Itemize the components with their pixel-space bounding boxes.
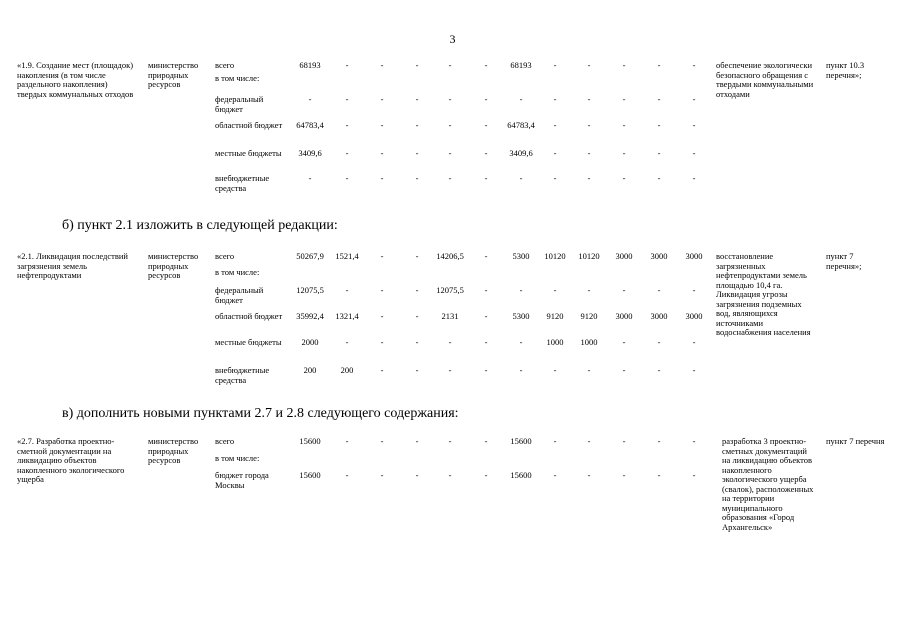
- row-label: в том числе:: [215, 267, 260, 277]
- funding-value: -: [345, 470, 349, 480]
- funding-value: 1321,4: [335, 311, 359, 321]
- funding-value: 3409,6: [298, 148, 322, 158]
- row-label: в том числе:: [215, 73, 260, 83]
- funding-value: -: [519, 285, 523, 295]
- funding-value: -: [484, 173, 488, 183]
- funding-value: 1000: [546, 337, 564, 347]
- funding-value: -: [345, 337, 349, 347]
- row-label: всего: [215, 251, 235, 261]
- funding-value: 9120: [546, 311, 564, 321]
- funding-value: -: [622, 148, 626, 158]
- funding-value: -: [415, 251, 419, 261]
- funding-value: -: [587, 148, 591, 158]
- funding-value: -: [448, 60, 452, 70]
- funding-value: -: [345, 285, 349, 295]
- funding-value: -: [692, 470, 696, 480]
- row-label: федеральный бюджет: [215, 94, 264, 114]
- funding-value: -: [553, 60, 557, 70]
- section-heading-b: б) пункт 2.1 изложить в следующей редакции:: [62, 218, 338, 233]
- funding-value: -: [587, 365, 591, 375]
- funding-value: -: [448, 173, 452, 183]
- funding-value: 3000: [615, 311, 633, 321]
- funding-value: -: [657, 365, 661, 375]
- funding-value: -: [692, 436, 696, 446]
- funding-value: -: [553, 436, 557, 446]
- funding-value: -: [587, 120, 591, 130]
- row-label: местные бюджеты: [215, 148, 282, 158]
- funding-value: -: [519, 173, 523, 183]
- funding-value: -: [345, 120, 349, 130]
- funding-value: 1521,4: [335, 251, 359, 261]
- funding-value: -: [448, 337, 452, 347]
- funding-value: -: [657, 285, 661, 295]
- funding-value: 1000: [580, 337, 598, 347]
- funding-value: 3000: [685, 311, 703, 321]
- funding-value: 5300: [512, 311, 530, 321]
- funding-value: -: [587, 285, 591, 295]
- funding-value: -: [415, 173, 419, 183]
- funding-value: -: [692, 94, 696, 104]
- task-description: «2.1. Ликвидация последствий загрязнения земель нефтепродуктами: [17, 251, 128, 280]
- funding-value: -: [448, 148, 452, 158]
- funding-value: -: [448, 470, 452, 480]
- funding-value: 200: [340, 365, 354, 375]
- funding-value: -: [380, 173, 384, 183]
- funding-value: -: [380, 285, 384, 295]
- funding-value: -: [587, 436, 591, 446]
- funding-value: -: [448, 94, 452, 104]
- row-label: внебюджетные средства: [215, 173, 270, 193]
- funding-value: -: [657, 436, 661, 446]
- funding-value: 2000: [301, 337, 319, 347]
- row-label: областной бюджет: [215, 311, 283, 321]
- funding-value: -: [692, 120, 696, 130]
- funding-value: 2131: [441, 311, 459, 321]
- funding-value: -: [415, 365, 419, 375]
- funding-value: 15600: [299, 470, 321, 480]
- funding-value: -: [484, 148, 488, 158]
- funding-value: -: [622, 94, 626, 104]
- funding-value: -: [519, 365, 523, 375]
- funding-value: 14206,5: [436, 251, 464, 261]
- funding-value: -: [622, 436, 626, 446]
- funding-value: -: [657, 470, 661, 480]
- funding-value: -: [415, 148, 419, 158]
- funding-value: -: [415, 94, 419, 104]
- funding-value: -: [380, 60, 384, 70]
- funding-value: -: [380, 470, 384, 480]
- funding-value: -: [484, 365, 488, 375]
- funding-value: -: [380, 337, 384, 347]
- row-label: федеральный бюджет: [215, 285, 264, 305]
- page-number: 3: [449, 32, 456, 46]
- funding-value: -: [345, 173, 349, 183]
- funding-value: -: [380, 311, 384, 321]
- executor: министерство природных ресурсов: [148, 60, 199, 89]
- funding-value: 15600: [299, 436, 321, 446]
- funding-value: -: [415, 60, 419, 70]
- funding-value: -: [519, 337, 523, 347]
- funding-value: -: [657, 337, 661, 347]
- funding-value: -: [622, 285, 626, 295]
- funding-value: -: [519, 94, 523, 104]
- funding-value: -: [345, 94, 349, 104]
- funding-value: -: [484, 120, 488, 130]
- funding-value: -: [380, 94, 384, 104]
- funding-value: -: [415, 436, 419, 446]
- funding-value: -: [484, 436, 488, 446]
- funding-value: -: [657, 60, 661, 70]
- funding-value: -: [415, 337, 419, 347]
- funding-value: 15600: [510, 436, 532, 446]
- funding-value: -: [692, 285, 696, 295]
- row-label: областной бюджет: [215, 120, 283, 130]
- funding-value: 3000: [650, 251, 668, 261]
- reference: пункт 7 перечня: [826, 436, 885, 446]
- reference: пункт 7 перечня»;: [826, 251, 862, 271]
- row-label: в том числе:: [215, 453, 260, 463]
- funding-value: -: [692, 173, 696, 183]
- funding-value: 64783,4: [296, 120, 324, 130]
- funding-value: -: [345, 60, 349, 70]
- funding-value: 3000: [685, 251, 703, 261]
- funding-value: -: [553, 365, 557, 375]
- funding-value: -: [553, 470, 557, 480]
- expected-result: обеспечение экологически безопасного обращения с твердыми коммунальными отходами: [716, 60, 814, 99]
- funding-value: -: [657, 173, 661, 183]
- funding-value: -: [345, 436, 349, 446]
- funding-value: -: [657, 94, 661, 104]
- funding-value: -: [622, 365, 626, 375]
- funding-value: 12075,5: [296, 285, 324, 295]
- funding-value: -: [448, 365, 452, 375]
- funding-value: -: [553, 148, 557, 158]
- funding-value: -: [622, 470, 626, 480]
- funding-value: -: [622, 337, 626, 347]
- funding-value: -: [380, 251, 384, 261]
- funding-value: -: [380, 120, 384, 130]
- funding-value: 50267,9: [296, 251, 324, 261]
- funding-value: 10120: [544, 251, 566, 261]
- funding-value: -: [308, 173, 312, 183]
- funding-value: 12075,5: [436, 285, 464, 295]
- funding-value: -: [553, 173, 557, 183]
- expected-result: восстановление загрязненных нефтепродуктами земель площадью 10,4 га. Ликвидация угрозы загрязнения подземных вод, являющихся источниками водоснабжения населения: [716, 251, 811, 337]
- funding-value: 3409,6: [509, 148, 533, 158]
- funding-value: 9120: [580, 311, 598, 321]
- funding-value: -: [415, 311, 419, 321]
- task-description: «2.7. Разработка проектно-сметной документации на ликвидацию объектов накопленного экологического ущерба: [17, 436, 125, 484]
- funding-value: 3000: [615, 251, 633, 261]
- funding-value: 200: [303, 365, 317, 375]
- funding-value: -: [657, 148, 661, 158]
- funding-value: -: [622, 120, 626, 130]
- funding-value: -: [415, 120, 419, 130]
- funding-value: -: [484, 60, 488, 70]
- funding-value: -: [415, 285, 419, 295]
- funding-value: 5300: [512, 251, 530, 261]
- funding-value: -: [484, 337, 488, 347]
- row-label: бюджет города Москвы: [215, 470, 269, 490]
- funding-value: -: [692, 365, 696, 375]
- funding-value: -: [622, 60, 626, 70]
- funding-value: -: [484, 311, 488, 321]
- section-heading-v: в) дополнить новыми пунктами 2.7 и 2.8 следующего содержания:: [62, 406, 459, 421]
- funding-value: -: [622, 173, 626, 183]
- funding-value: -: [380, 436, 384, 446]
- expected-result: разработка 3 проектно-сметных документаций на ликвидацию объектов накопленного экологического ущерба (свалок), расположенных на территории муниципального образования «Город Архангельск»: [722, 436, 814, 532]
- row-label: всего: [215, 60, 235, 70]
- funding-value: 3000: [650, 311, 668, 321]
- funding-value: -: [587, 60, 591, 70]
- funding-value: -: [553, 94, 557, 104]
- funding-value: 64783,4: [507, 120, 535, 130]
- funding-value: -: [587, 470, 591, 480]
- funding-value: -: [587, 94, 591, 104]
- funding-value: -: [308, 94, 312, 104]
- task-description: «1.9. Создание мест (площадок) накопления (в том числе раздельного накопления) твердых коммунальных отходов: [17, 60, 134, 99]
- funding-value: 35992,4: [296, 311, 324, 321]
- funding-value: -: [692, 337, 696, 347]
- row-label: местные бюджеты: [215, 337, 282, 347]
- funding-value: -: [448, 436, 452, 446]
- funding-value: -: [657, 120, 661, 130]
- funding-value: 68193: [299, 60, 321, 70]
- funding-value: -: [380, 148, 384, 158]
- funding-value: 15600: [510, 470, 532, 480]
- funding-value: 68193: [510, 60, 532, 70]
- funding-value: -: [415, 470, 419, 480]
- funding-value: -: [380, 365, 384, 375]
- reference: пункт 10.3 перечня»;: [826, 60, 865, 80]
- funding-value: -: [692, 60, 696, 70]
- row-label: всего: [215, 436, 235, 446]
- funding-value: 10120: [578, 251, 600, 261]
- funding-value: -: [587, 173, 591, 183]
- executor: министерство природных ресурсов: [148, 251, 199, 280]
- funding-value: -: [692, 148, 696, 158]
- executor: министерство природных ресурсов: [148, 436, 199, 465]
- funding-value: -: [484, 285, 488, 295]
- funding-value: -: [345, 148, 349, 158]
- funding-value: -: [448, 120, 452, 130]
- row-label: внебюджетные средства: [215, 365, 270, 385]
- funding-value: -: [484, 470, 488, 480]
- funding-value: -: [553, 120, 557, 130]
- funding-value: -: [484, 94, 488, 104]
- funding-value: -: [553, 285, 557, 295]
- funding-value: -: [484, 251, 488, 261]
